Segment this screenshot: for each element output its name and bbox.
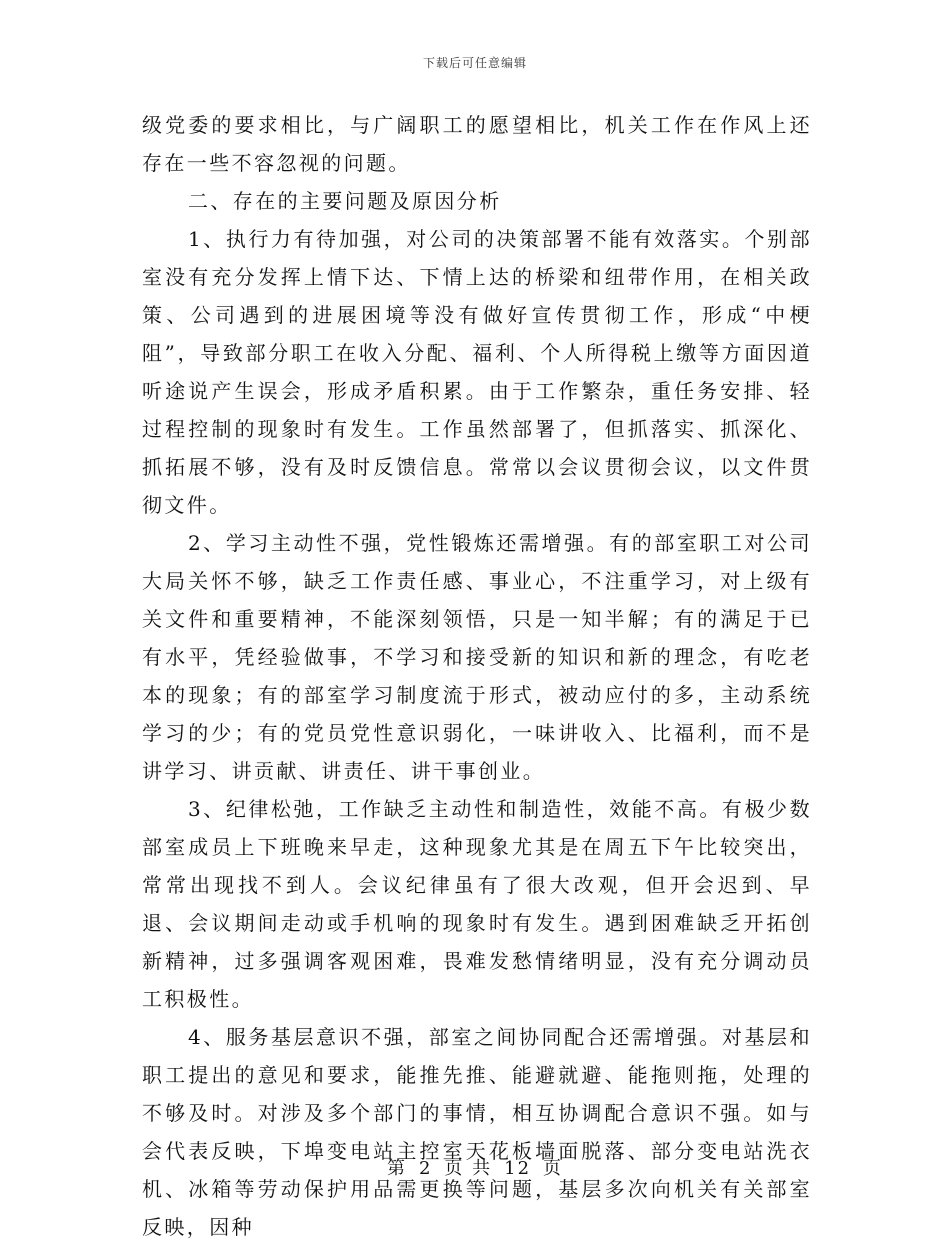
paragraph-item-3: 3、纪律松弛，工作缺乏主动性和制造性，效能不高。有极少数部室成员上下班晚来早走，这种现象尤其是在周五下午比较突出，常常出现找不到人。会议纪律虽有了很大改观，但开会迟到、早退、会议期间走动或手机响的现象时有发生。遇到困难缺乏开拓创新精神，过多强调客观困难，畏难发愁情绪明显，没有充分调动员工积极性。: [142, 797, 812, 1011]
paragraph-item-1: 1、执行力有待加强，对公司的决策部署不能有效落实。个别部室没有充分发挥上情下达、下情上达的桥梁和纽带作用，在相关政策、公司遇到的进展困境等没有做好宣传贯彻工作，形成“中梗阻”，导致部分职工在收入分配、福利、个人所得税上缴等方面因道听途说产生误会，形成矛盾积累。由于工作繁杂，重任务安排、轻过程控制的现象时有发生。工作虽然部署了，但抓落实、抓深化、抓拓展不够，没有及时反馈信息。常常以会议贯彻会议，以文件贯彻文件。: [142, 227, 812, 517]
paragraph-item-4: 4、服务基层意识不强，部室之间协同配合还需增强。对基层和职工提出的意见和要求，能推先推、能避就避、能拖则拖，处理的不够及时。对涉及多个部门的事情，相互协调配合意识不强。如与会代表反映，下埠变电站主控室天花板墙面脱落、部分变电站洗衣机、冰箱等劳动保护用品需更换等问题，基层多次向机关有关部室反映，因种: [142, 1025, 812, 1239]
page-footer: [0, 1154, 950, 1180]
total-pages: 12: [504, 1158, 532, 1179]
paragraph-continuation: 级党委的要求相比，与广阔职工的愿望相比，机关工作在作风上还存在一些不容忽视的问题。: [142, 113, 812, 175]
footer-suffix: 页: [543, 1158, 564, 1179]
paragraph-item-2: 2、学习主动性不强，党性锻炼还需增强。有的部室职工对公司大局关怀不够，缺乏工作责任感、事业心，不注重学习，对上级有关文件和重要精神，不能深刻领悟，只是一知半解；有的满足于已有水平，凭经验做事，不学习和接受新的知识和新的理念，有吃老本的现象；有的部室学习制度流于形式，被动应付的多，主动系统学习的少；有的党员党性意识弱化，一味讲收入、比福利，而不是讲学习、讲贡献、讲责任、讲干事创业。: [142, 531, 812, 783]
document-body: [142, 106, 812, 1246]
footer-prefix: 第: [386, 1158, 407, 1179]
footer-middle: 页 共: [444, 1158, 493, 1179]
section-heading: 二、存在的主要问题及原因分析: [188, 189, 502, 213]
header-note: 下载后可任意编辑: [422, 56, 527, 70]
page-number: 2: [418, 1158, 433, 1179]
